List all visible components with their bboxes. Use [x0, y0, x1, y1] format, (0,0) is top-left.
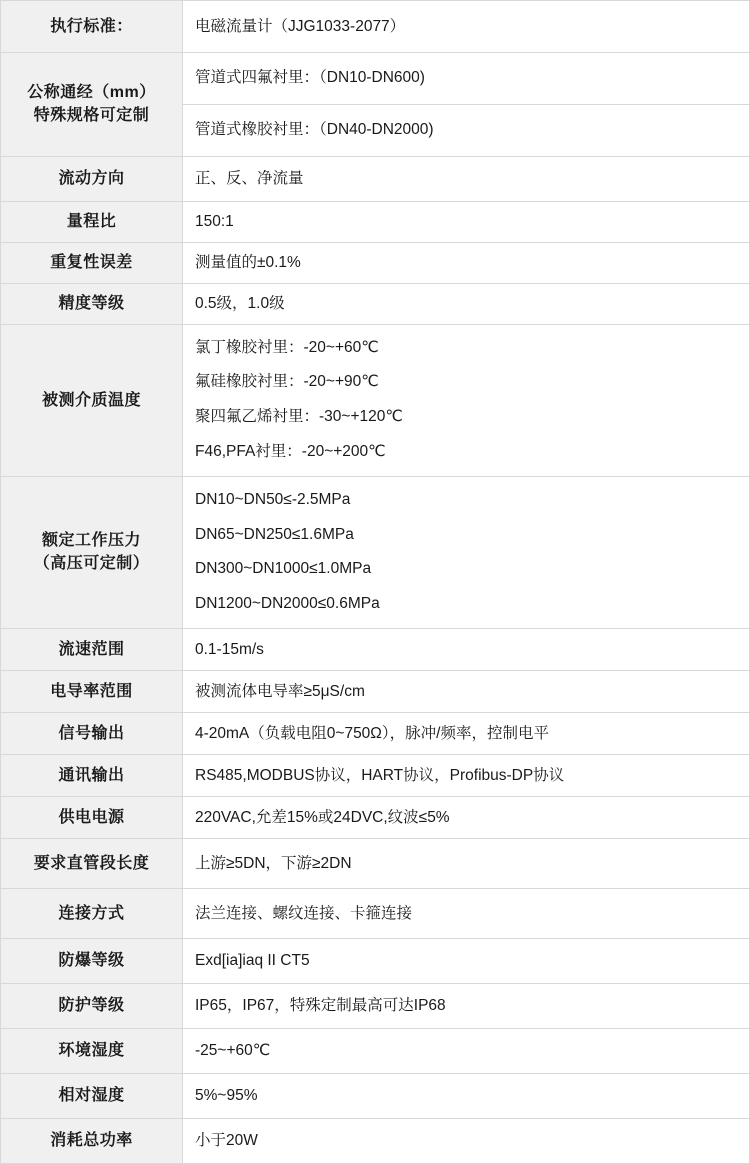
row-value — [183, 1, 750, 53]
row-label — [1, 242, 183, 283]
row-label — [1, 628, 183, 670]
row-value-line: DN65~DN250≤1.6MPa — [195, 525, 354, 543]
table-row — [1, 476, 750, 628]
row-label-line: （高压可定制） — [33, 555, 150, 573]
table-row — [1, 938, 750, 983]
row-value-line: 聚四氟乙烯衬里：-30~+120℃ — [195, 408, 403, 426]
row-value — [183, 476, 750, 628]
table-row — [1, 242, 750, 283]
row-label — [1, 796, 183, 838]
row-value-line: 正、反、净流量 — [195, 169, 304, 187]
row-value-line: 上游≥5DN，下游≥2DN — [195, 854, 352, 872]
row-value — [183, 283, 750, 324]
row-label — [1, 156, 183, 201]
row-value — [183, 670, 750, 712]
table-row — [1, 283, 750, 324]
row-label — [1, 938, 183, 983]
row-label — [1, 1073, 183, 1118]
table-row — [1, 156, 750, 201]
row-label-line: 执行标准： — [50, 17, 133, 35]
row-value-line: DN10~DN50≤-2.5MPa — [195, 490, 351, 508]
row-label — [1, 1118, 183, 1163]
row-value — [183, 628, 750, 670]
row-value-line: 测量值的±0.1% — [195, 253, 301, 271]
specification-table-body — [1, 1, 750, 1164]
row-label-line: 信号输出 — [58, 724, 125, 742]
row-label-line: 防护等级 — [58, 997, 125, 1015]
row-value-line: 法兰连接、螺纹连接、卡箍连接 — [195, 904, 413, 922]
row-value-line: 小于20W — [195, 1132, 258, 1150]
row-label-line: 电导率范围 — [50, 682, 133, 700]
row-value — [183, 754, 750, 796]
row-value — [183, 104, 750, 156]
row-label — [1, 476, 183, 628]
row-value-line: 4-20mA（负载电阻0~750Ω），脉冲/频率，控制电平 — [195, 724, 549, 742]
row-value-line: 5%~95% — [195, 1087, 258, 1105]
row-value-line: RS485,MODBUS协议，HART协议，Profibus-DP协议 — [195, 766, 565, 784]
row-value-line: 被测流体电导率≥5μS/cm — [195, 682, 365, 700]
row-label-line: 环境湿度 — [58, 1042, 125, 1060]
row-label — [1, 324, 183, 476]
table-row — [1, 838, 750, 888]
row-value — [183, 1118, 750, 1163]
row-label — [1, 283, 183, 324]
row-label — [1, 670, 183, 712]
row-value — [183, 938, 750, 983]
row-value — [183, 201, 750, 242]
table-row — [1, 1073, 750, 1118]
row-label-line: 要求直管段长度 — [33, 854, 150, 872]
row-label-line: 相对湿度 — [58, 1087, 125, 1105]
row-value-line: 氟硅橡胶衬里：-20~+90℃ — [195, 373, 379, 391]
row-value-line: 220VAC,允差15%或24DVC,纹波≤5% — [195, 808, 450, 826]
row-value — [183, 838, 750, 888]
row-label-line: 被测介质温度 — [41, 391, 141, 409]
row-value — [183, 712, 750, 754]
row-value — [183, 1028, 750, 1073]
row-value — [183, 796, 750, 838]
row-value-line: DN1200~DN2000≤0.6MPa — [195, 595, 380, 613]
table-row — [1, 754, 750, 796]
row-value — [183, 1073, 750, 1118]
row-value — [183, 888, 750, 938]
row-label — [1, 1028, 183, 1073]
row-label — [1, 1, 183, 53]
row-label-line: 消耗总功率 — [50, 1132, 133, 1150]
row-value-line: Exd[ia]iaq II CT5 — [195, 952, 310, 970]
row-label-line: 通讯输出 — [58, 766, 125, 784]
row-label-line: 流速范围 — [58, 640, 125, 658]
row-value-line: 0.5级，1.0级 — [195, 294, 285, 312]
row-value — [183, 983, 750, 1028]
row-value — [183, 242, 750, 283]
table-row — [1, 983, 750, 1028]
row-label-line: 防爆等级 — [58, 952, 125, 970]
table-row — [1, 888, 750, 938]
table-row — [1, 53, 750, 105]
table-row — [1, 670, 750, 712]
row-value-line: -25~+60℃ — [195, 1042, 271, 1060]
row-value — [183, 53, 750, 105]
row-value — [183, 324, 750, 476]
row-label-line: 公称通经（mm） — [27, 84, 156, 102]
row-value-line: IP65，IP67，特殊定制最高可达IP68 — [195, 997, 446, 1015]
row-label-line: 额定工作压力 — [41, 532, 141, 550]
row-value — [183, 156, 750, 201]
row-value-line: DN300~DN1000≤1.0MPa — [195, 560, 372, 578]
table-row — [1, 712, 750, 754]
row-value-line: 电磁流量计（JJG1033-2077） — [195, 17, 406, 35]
row-label — [1, 838, 183, 888]
row-value-line: 氯丁橡胶衬里：-20~+60℃ — [195, 338, 379, 356]
row-label-line: 重复性误差 — [50, 254, 133, 271]
row-value-line: 管道式四氟衬里：（DN10-DN600) — [195, 69, 425, 86]
row-label — [1, 201, 183, 242]
row-label — [1, 712, 183, 754]
table-row — [1, 324, 750, 476]
row-label — [1, 983, 183, 1028]
row-value-line: 150:1 — [195, 212, 234, 230]
row-label — [1, 53, 183, 157]
row-value-line: 0.1-15m/s — [195, 640, 264, 658]
row-label — [1, 888, 183, 938]
table-row — [1, 628, 750, 670]
row-label-line: 供电电源 — [58, 808, 125, 826]
table-row — [1, 201, 750, 242]
table-row — [1, 796, 750, 838]
row-label-line: 连接方式 — [58, 904, 125, 922]
row-label — [1, 754, 183, 796]
row-value-line: 管道式橡胶衬里：（DN40-DN2000) — [195, 120, 434, 138]
row-label-line: 流动方向 — [58, 170, 125, 187]
row-label-line: 量程比 — [66, 213, 117, 230]
row-label-line: 特殊规格可定制 — [33, 107, 150, 125]
table-row — [1, 1118, 750, 1163]
table-row — [1, 1028, 750, 1073]
row-value-line: F46,PFA衬里：-20~+200℃ — [195, 442, 386, 460]
table-row — [1, 1, 750, 53]
row-label-line: 精度等级 — [58, 295, 125, 312]
